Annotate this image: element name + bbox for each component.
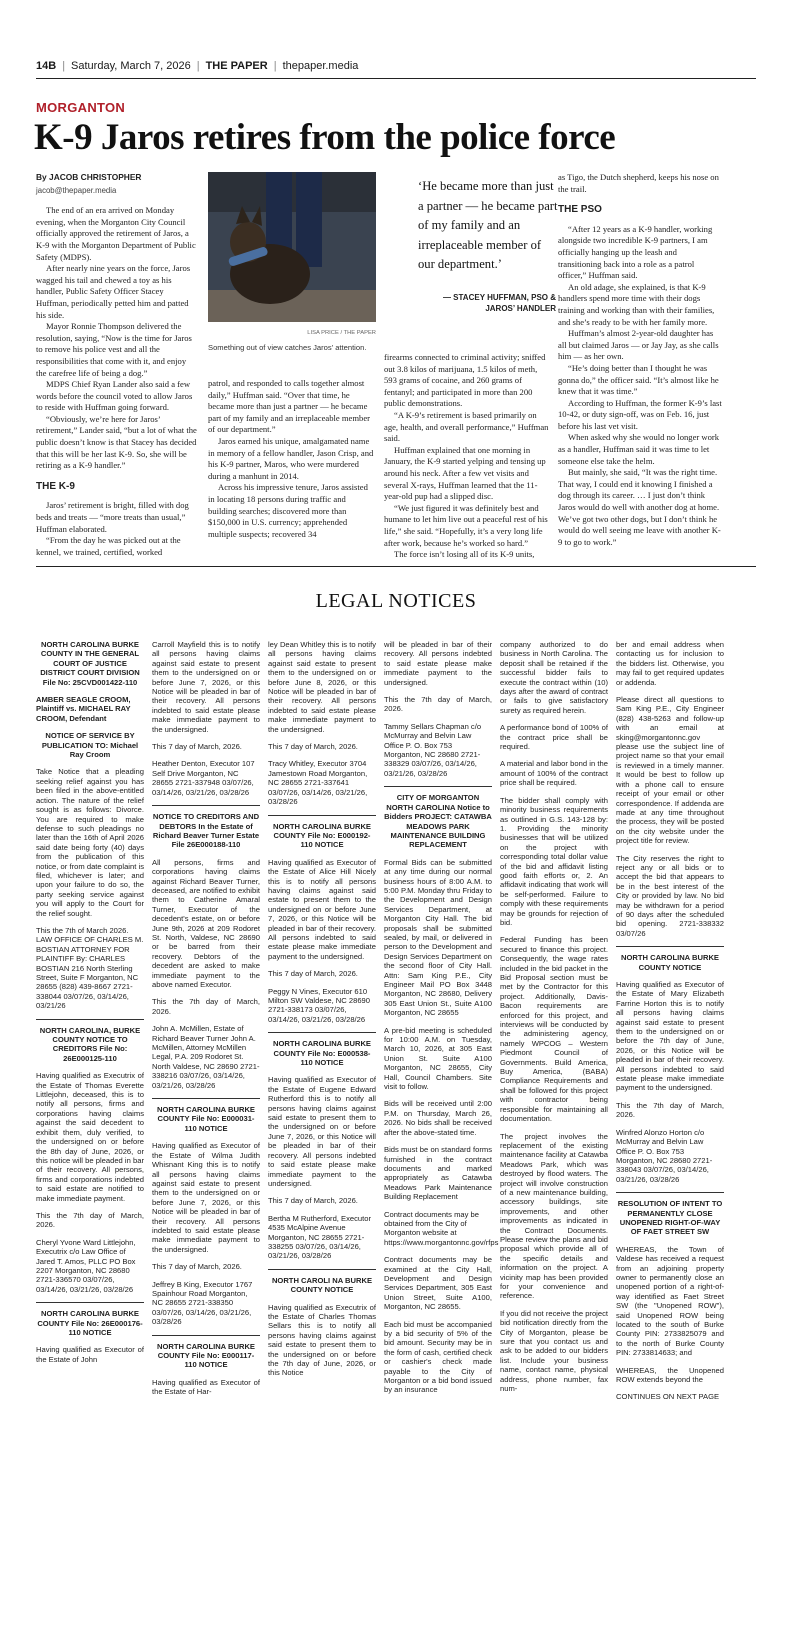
paragraph: According to Huffman, the former K-9’s last 10-42, or duty sign-off, was on Feb. 16, just before his last vet visit. [558,397,722,431]
article-column-3 [384,352,552,561]
paragraph: Huffman’s almost 2-year-old daughter has all but claimed Jaros — or Jay Jay, as she calls him — as her own. [558,328,719,362]
notice-body: Take Notice that a pleading seeking relief against you has been filed in the above-entitled action. The nature of the relief sought is as follows: Divorce. You are required to make defense to such pleadings no later than the 16th of April 2026 said date being forty (40) days from the publication of this notice, or from date complaint is filed, whichever is later; and upon your failure to do so, the party seeking service against you will apply to the Court for the relief sought. [36,767,144,918]
notice-body: Each bid must be accompanied by a bid security of 5% of the bid amount. Security may be in the form of cash, certified check or cashier's check made payable to the City of Morganton or a bid bond issued by an insurance [384,1319,492,1395]
notice-body: Having qualified as Executor of the Estate of Wilma Judith Whisnant King this is to notify all persons having claims against said estate to present them to the undersigned on or before June 7, 2026, or this Notice will be pleaded in bar of their recovery. All persons indebted to said estate please make immediate payment to the undersigned. [152,1141,260,1254]
paragraph: The end of an era arrived on Monday evening, when the Morganton City Council officially approved the retirement of Jaros, a K-9 with the Morganton Department of Public Safety (MDPS). [36,205,196,262]
notice-date: This the 7th day of March, 2026. [384,695,492,714]
continues-label: CONTINUES ON NEXT PAGE [616,1392,720,1402]
notice-body: Having qualified as Executor of the Estate of John [36,1345,144,1364]
notice-body: WHEREAS, the Town of Valdese has received a request from an adjoining property owner to permanently close an unopened portion of a right-of-way identified as Faet Street SW (the "Unopened ROW"), said Unopened ROW being located to the south of Burke County PIN: 2733825079 and to the north of Burke County PIN: 2733814633; and [616,1244,724,1358]
notice-body: Contract documents may be examined at the City Hall, Development and Design Services Department, 305 East Union Street, Suite A100, Morganton, NC 28655. [384,1255,492,1312]
notice-body: Having qualified as Executor of the Estate of Alice Hill Nicely this is to notify all persons having claims against said estate to present them to the undersigned on or before June 7, 2026, or this Notice will be pleaded in bar of their recovery. All persons indebted to said estate please make immediate payment to the undersigned. [268,857,376,961]
masthead: 14B | Saturday, March 7, 2026 | THE PAPER | thepaper.media [36,60,359,72]
author-email[interactable]: jacob@thepaper.media [36,185,117,195]
paragraph: MDPS Chief Ryan Lander also said a few words before the council voted to allow Jaros to reside with Huffman going forward. [36,379,193,413]
notice-date: This the 7th day of March, 2026. [36,1210,144,1230]
issue-date: Saturday, March 7, 2026 [71,60,191,72]
notice-signature: Cheryl Yvone Ward Littlejohn, Executrix c/o Law Office of Jared T. Amos, PLLC PO Box 2207 Morganton, NC 28680 2721-336570 03/07/26, 03/14/26, 03/21/26, 03/28/26 [36,1237,136,1294]
paper-website: thepaper.media [282,60,359,72]
legal-column-5 [500,640,608,1401]
notice-heading: NORTH CAROLINA BURKE COUNTY File No: E000031-110 NOTICE [156,1105,255,1133]
paragraph: as Tigo, the Dutch shepherd, keeps his nose on the trail. [558,172,719,194]
notice-date: This the 7th day of March, 2026. [616,1100,724,1120]
legal-column-2 [152,640,260,1405]
notice-body: Bids must be on standard forms furnished in the contract documents and marked appropriately as Catawba Meadows Park Maintenance Building Replacement [384,1145,492,1202]
article-column-2 [208,378,376,540]
paper-name: THE PAPER [205,60,268,72]
dog-image-icon [208,172,376,322]
notice-body: Having qualified as Executor of the Estate of Har- [152,1377,260,1397]
notice-date: This 7 day of March, 2026. [268,969,358,979]
notice-body: ber and email address when contacting us for inclusion to the bidders list. Otherwise, you may fail to get required updates or addenda. [616,640,724,687]
notice-body: WHEREAS, the Unopened ROW extends beyond the [616,1365,724,1385]
paragraph: “A K-9’s retirement is based primarily on age, health, and overall performance,” Huffman said. [384,409,549,444]
notice-body: A performance bond of 100% of the contract price shall be required. [500,723,608,752]
notice-body: Having qualified as Executrix of the Estate of Charles Thomas Sellars this is to notify all persons having claims against said estate to present them to the undersigned on or before the 7th day of June, 2026, or this Notice [268,1302,376,1378]
notice-heading: NORTH CAROLINA BURKE COUNTY File No: E000117-110 NOTICE [156,1341,255,1370]
subhead-the-k9: THE K-9 [36,480,75,492]
paragraph: “Obviously, we’re here for Jaros’ retirement,” Lander said, “but a lot of what the public doesn’t know is that Stacey has decided that this will be her last K-9. So, she will be retiring as a K-9 handler.” [36,413,197,471]
k9-photo [208,172,376,322]
paragraph: “After 12 years as a K-9 handler, working alongside two incredible K-9 partners, I am officially hanging up the leash and transitioning back into a role as a patrol officer,” Huffman said. [558,223,713,281]
notice-body: If you did not receive the project bid notification directly from the City of Morganton, please be sure that you contact us and ask to be added to our bidders list. Include your business name, contact name, physical address, phone number, fax num- [500,1308,608,1394]
notice-signature: Peggy N Vines, Executor 610 Milton SW Valdese, NC 28690 2721-338173 03/07/26, 03/14/26, 03/21/26, 03/28/26 [268,986,370,1024]
notice-heading: NOTICE OF SERVICE BY PUBLICATION TO: Michael Ray Croom [41,731,139,760]
paragraph: Jaros earned his unique, amalgamated name in memory of a fellow handler, Jason Crisp, and his K-9 partner, Maros, who were murdered during a manhunt in 2014. [208,435,374,481]
notice-date: This 7 day of March, 2026. [152,742,242,752]
paragraph: The force isn’t losing all of its K-9 units, [394,549,535,560]
notice-signature: This the 7th of March 2026. LAW OFFICE OF CHARLES M. BOSTIAN ATTORNEY FOR PLAINTIFF By: CHARLES BOSTIAN 216 North Sterling Street, Suite F Morganton, NC 28655 (828) 439-8667 2721-338044 03/07/26, 03/14/26, 03/21/26 [36,925,144,1011]
paragraph: After nearly nine years on the force, Jaros wagged his tail and chewed a toy as his handler, Public Safety Officer Stacey Huffman, periodically petted him and patted his side. [36,263,191,320]
notice-body: Please direct all questions to Sam King P.E., City Engineer (828) 438-5263 and follow-up with an email at sking@morgantonnc.gov please use the subject line of project name so that your email is reviewed in a timely manner. It would be best to follow up with a phone call to ensure receipt of your email or other correspondence. If addenda are made at any time throughout the process, they will be posted on the city website under the project title for review. [616,695,724,846]
section-divider [36,566,756,567]
subhead-the-pso: THE PSO [558,204,602,216]
notice-signature: Tammy Sellars Chapman c/o McMurray and Belvin Law Office P. O. Box 753 Morganton, NC 28680 2721-338329 03/07/26, 03/14/26, 03/21/26, 03/28/26 [384,721,482,778]
top-rule [36,78,756,79]
notice-signature: Heather Denton, Executor 107 Self Drive Morganton, NC 28655 2721-337948 03/07/26, 03/14/26, 03/21/26, 03/28/26 [152,759,255,797]
notice-signature: Bertha M Rutherford, Executor 4535 McAlpine Avenue Morganton, NC 28655 2721-338255 03/07/26, 03/14/26, 03/21/26, 03/28/26 [268,1213,371,1261]
paragraph: patrol, and responded to calls together almost daily,” Huffman said. “Over that time, he became more than just a partner — he became part of my family and an irreplaceable member of our department.” [208,378,371,435]
notice-body: will be pleaded in bar of their recovery. All persons indebted to said estate please make immediate payment to the undersigned. [384,640,492,687]
notice-date: This 7 day of March, 2026. [268,742,358,752]
notice-heading: NORTH CAROLINA, BURKE COUNTY NOTICE TO CREDITORS File No: 26E000125-110 [39,1025,141,1063]
byline: By JACOB CHRISTOPHER [36,172,142,182]
notice-signature: Jeffrey B King, Executor 1767 Spainhour Road Morganton, NC 28655 2721-338350 03/07/26, 03/14/26, 03/21/26, 03/28/26 [152,1279,253,1327]
paragraph: When asked why she would no longer work as a handler, Huffman said it was time to let someone else take the helm. [558,432,720,466]
notice-signature: Tracy Whitley, Executor 3704 Jamestown Road Morganton, NC 28655 2721-337641 03/07/26, 03/14/26, 03/21/26, 03/28/26 [268,759,368,807]
headline: K-9 Jaros retires from the police force [34,117,616,158]
legal-column-1 [36,640,144,1372]
notice-signature: John A. McMillen, Estate of Richard Beaver Turner John A. McMillen, Attorney McMillen Legal, P.A. 209 Rodoret St. North Valdese, NC 28690 2721-338216 03/07/26, 03/14/26, 03/21/26, 03/28/26 [152,1024,260,1090]
notice-body: The bidder shall comply with minority business requirements as outlined in G.S. 143-128 by: 1. Providing the minority businesses that will be utilized on the project with corresponding total dollar value of the bid and affidavit listing good faith efforts or, 2. An affidavit indicating that work will be self-performed. Failure to comply with these requirements may be grounds for rejection of bid. [500,795,608,927]
paragraph: Across his impressive tenure, Jaros assisted in locating 18 persons during traffic and building searches; discovered more than $150,000 in U.S. currency; apprehended multiple suspects; recovered 34 [208,482,368,539]
paragraph: Huffman explained that one morning in January, the K-9 started yelping and tensing up around his neck. After a few vet visits and several X-rays, Huffman learned that the 11-year-old pup had a slipped disc. [384,444,546,502]
notice-date: This 7 day of March, 2026. [152,1262,242,1272]
photo-credit: LISA PRICE / THE PAPER [307,330,376,336]
notice-body: Having qualified as Executor of the Estate of Eugene Edward Rutherford this is to notify all persons having claims against said estate to present them to the undersigned on or before June 7, 2026, or this Notice will be pleaded in bar of their recovery. All persons indebted to said estate please make immediate payment to the undersigned. [268,1075,376,1188]
notice-body: A material and labor bond in the amount of 100% of the contract price shall be required. [500,759,608,788]
notice-heading: RESOLUTION OF INTENT TO PERMANENTLY CLOSE UNOPENED RIGHT-OF-WAY OF FAET STREET SW [617,1199,723,1237]
paragraph: But mainly, she said, “It was the right time. That way, I could end it knowing I finished a dog through its career. … I just don’t think Jaros would do well with another dog at home. We’ve got two other dogs, but I don’t think he would do well seeing me leave with another K-9 to go to work.” [558,467,721,547]
page-number: 14B [36,60,57,72]
section-label: MORGANTON [36,100,126,115]
notice-body: Federal Funding has been secured to finance this project. Consequently, the wage rates included in the bid packet in the Bid Proposal section must be met by the Contractor for this project. Additionally, Davis-Bacon requirements are enforced for this project, and interviews will be conducted by the administering agency, namely WPCOG – Western Piedmont Council of Governments. Build America, Buy America, (BABA) Compliance Requirements and shall be followed for this project with contractor being responsible for maintaining all documentation. [500,935,608,1124]
notice-body: Bids will be received until 2:00 P.M. on Thursday, March 26, 2026. No bids shall be received after the above-stated time. [384,1099,492,1137]
notice-signature: Winfred Alonzo Horton c/o McMurray and Belvin Law Office P. O. Box 753 Morganton, NC 28680 2721-338043 03/07/26, 03/14/26, 03/21/26, 03/28/26 [616,1127,713,1184]
paragraph: Jaros’ retirement is bright, filled with dog beds and treats — “more treats than usual,” Huffman elaborated. [36,500,189,534]
pull-quote-attribution: — STACEY HUFFMAN, PSO & JAROS’ HANDLER [442,293,556,313]
pull-quote: ‘He became more than just a partner — he became part of my family and an irreplaceable member of our department.’ [418,179,558,271]
notice-heading: CITY OF MORGANTON NORTH CAROLINA Notice to Bidders PROJECT: CATAWBA MEADOWS PARK MAINTENANCE BUILDING REPLACEMENT [384,793,492,850]
notice-heading: NORTH CAROLI NA BURKE COUNTY NOTICE [271,1275,373,1295]
notice-heading: NORTH CAROLINA BURKE COUNTY File No: 26E000176-110 NOTICE [37,1309,143,1337]
legal-column-6 [616,640,724,1402]
paragraph: An old adage, she explained, is that K-9 handlers spend more time with their dogs training and working than with their families, and she’s ready to be with her family more. [558,281,715,327]
notice-body: Having qualified as Executor of the Estate of Mary Elizabeth Farrine Horton this is to notify all persons having claims against said estate to present them to the undersigned on or before the 7th day of June, 2026, or this Notice will be pleaded in bar of their recovery. All persons indebted to said estate please make immediate payment to the undersigned. [616,980,724,1093]
notice-heading: NORTH CAROLINA BURKE COUNTY IN THE GENERAL COURT OF JUSTICE DISTRICT COURT DIVISION File No: 25CVD001422-110 [40,640,140,687]
notice-body: The project involves the replacement of the existing maintenance facility at Catawba Meadows Park, which was destroyed by flood waters. The project will involve construction of a new maintenance building, accessory buildings, site improvements, and other improvements as indicated in the Contract Documents. Please review the plans and bid proposal which provide all of the specific details and information on the project. A vicinity map has been provided for your convenience and reference. [500,1131,608,1301]
notice-date: This 7 day of March, 2026. [268,1196,358,1206]
article-column-1 [36,172,198,558]
notice-heading: NORTH CAROLINA BURKE COUNTY File No: E000192-110 NOTICE [272,821,371,850]
paragraph: “From the day he was picked out at the kennel, we trained, certified, worked [36,535,181,557]
legal-notices-title: LEGAL NOTICES [315,590,477,612]
paragraph: “He’s doing better than I thought he was gonna do,” the officer said. “It’s almost like he knew that it was time.” [558,362,719,397]
paragraph: firearms connected to criminal activity; sniffed out 3.8 kilos of marijuana, 1.5 kilos of meth, 593 grams of cocaine, and 260 grams of fentanyl; and participated in more than 200 public demonstrations. [384,352,546,409]
paragraph: Mayor Ronnie Thompson delivered the resolution, saying, “Now is the time for Jaros to remove his police vest and all the responsibilities that come with it, and enjoy the carefree life of being a dog.” [36,321,192,378]
photo-caption: Something out of view catches Jaros’ attention. [208,343,367,352]
notice-body: Formal Bids can be submitted at any time during our normal business hours of 8:00 A.M. to 5:00 P.M. Monday thru Friday to the Development and Design Services Department, at Morganton City Hall. The bid proposals shall be submitted sealed, by mail, or delivered in person to the Development and Design Services Department on the second floor of City Hall. Attn: Sam King P.E., City Engineer Mail PO Box 3448 Morganton, NC 28680, Delivery 305 East Union St., Suite A100 Morganton, NC 28655 [384,857,492,1018]
notice-body: The City reserves the right to reject any or all bids or to accept the bid that appears to be in the best interest of the City or provided by law. No bid may be withdrawn for a period of 90 days after the scheduled bid opening. 2721-338332 03/07/26 [616,853,724,938]
notice-body: company authorized to do business in North Carolina. The deposit shall be retained if the successful bidder fails to execute the contract within (10) days after the award of contract or fails to give satisfactory surety as required herein. [500,640,608,715]
notice-body: A pre-bid meeting is scheduled for 10:00 A.M. on Tuesday, March 10, 2026, at 305 East Union St. Suite A100 Morganton, NC 28655, City Hall, Council Chambers. Site visit to follow. [384,1025,492,1092]
paragraph: “We just figured it was definitely best and humane to let him live out a peaceful rest of his life,” she said. “Hopefully, it’s a very long life after work, because he’s worked so hard.” [384,502,548,548]
case-parties: AMBER SEAGLE CROOM, Plaintiff vs. MICHAEL RAY CROOM, Defendant [36,695,131,723]
notice-body: Carroll Mayfield this is to notify all persons having claims against said estate to present them to the undersigned on or before June 7, 2026, or this Notice will be pleaded in bar of their recovery. All persons indebted to said estate please make immediate payment to the undersigned. [152,640,260,734]
notice-body: Having qualified as Executrix of the Estate of Thomas Everette Littlejohn, deceased, this is to notify all persons, firms and corporations having claims against the said decedent to exhibit them, duly verified, to the undersigned on or before the 8th day of June, 2026, or this notice will be pleaded in bar of their recovery. All persons, firms and corporations indebted to said estate are notified to make immediate payment. [36,1071,144,1203]
legal-column-3 [268,640,376,1386]
notice-heading: NORTH CAROLINA BURKE COUNTY NOTICE [620,953,719,972]
notice-body: All persons, firms and corporations having claims against Richard Beaver Turner, deceased, are notified to exhibit them to Catherine Amaral Turner, Executor of the decedent's estate, on or before June 9th, 2026 at 209 Rodoret St. North, Valdese, NC 28690 or be barred from their recovery. Debtors of the decedent are asked to make immediate payment to the above named Executor. [152,857,260,989]
notice-body[interactable]: Contract documents may be obtained from the City of Morganton website at https://www.morgantonnc.gov/rfps [384,1209,499,1247]
notice-body: ley Dean Whitley this is to notify all persons having claims against said estate to present them to the undersigned on or before June 8, 2026, or this Notice will be pleaded in bar of their recovery. All persons indebted to said estate please make immediate payment to the undersigned. [268,640,376,734]
notice-heading: NORTH CAROLINA BURKE COUNTY File No: E000538-110 NOTICE [272,1039,371,1068]
notice-heading: NOTICE TO CREDITORS AND DEBTORS In the Estate of Richard Beaver Turner Estate File 26E000188-110 [152,812,260,850]
article-column-4 [558,172,722,548]
legal-column-4 [384,640,499,1403]
notice-date: This the 7th day of March, 2026. [152,997,260,1016]
